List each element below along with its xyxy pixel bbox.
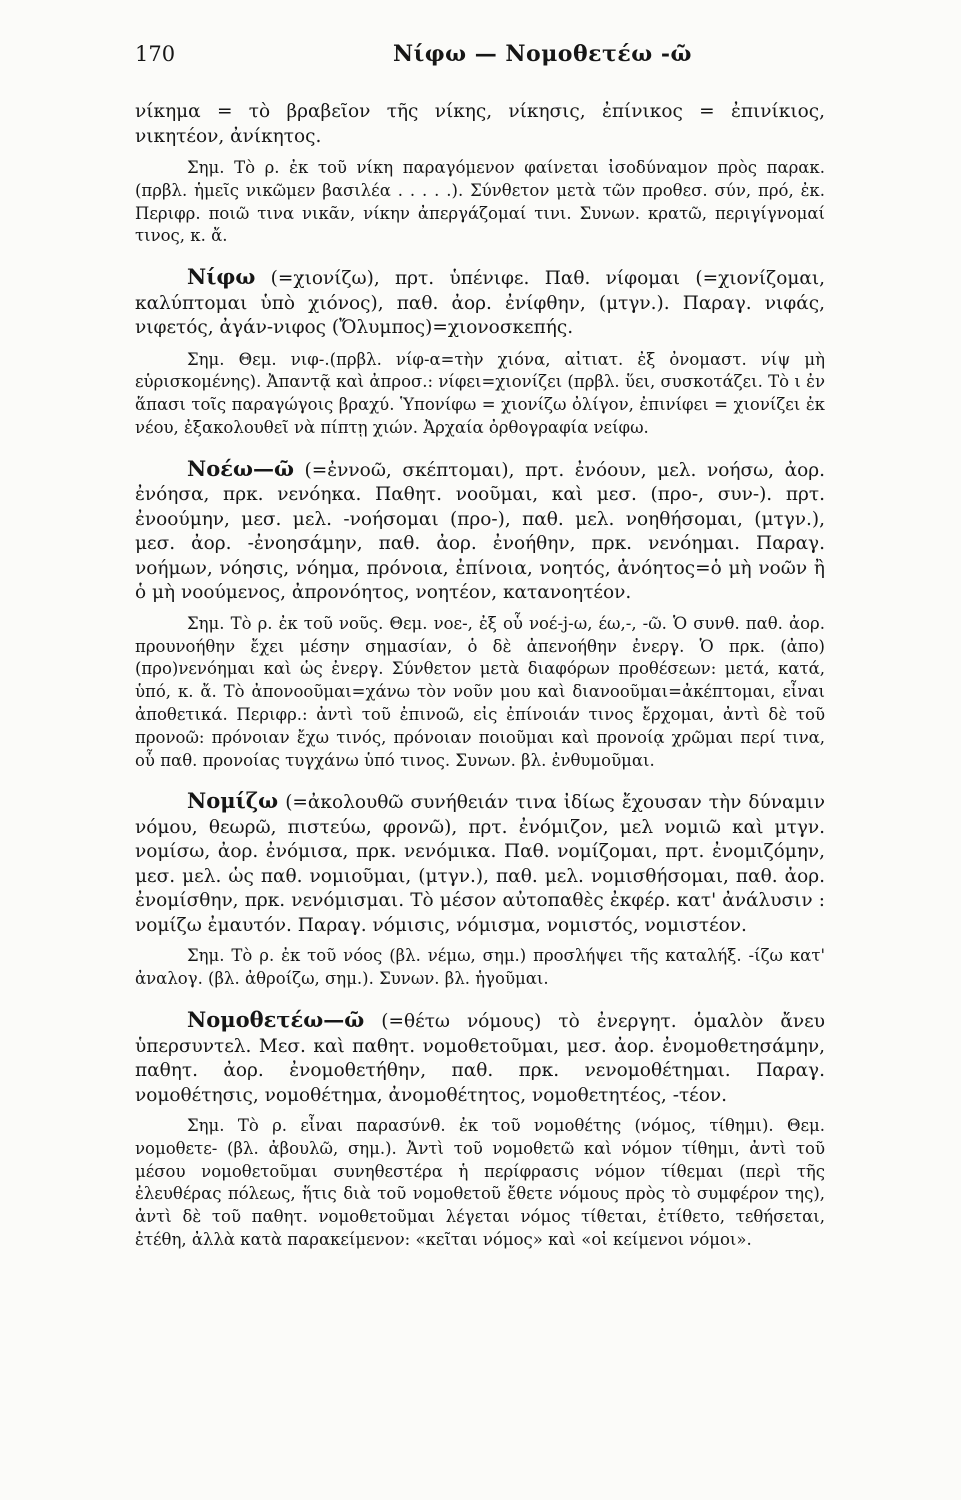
entry-text: (=θέτω νόμους) τὸ ἐνεργητ. ὁμαλὸν ἄνευ ὑπερσυντελ. Μεσ. καὶ παθητ. νομοθετοῦμαι, μεσ. ἀορ. ἐνομοθετησάμην, παθητ. ἀορ. ἐνομοθετήθην, παθ. πρκ. νενομοθέτημαι. Παραγ. νομοθέτησις, νομοθέτημα, ἀνομοθέτητος, νομοθετητέος, -τέον. [135,1011,825,1106]
running-head: Νίφω — Νομοθετέω -ῶ [393,41,692,67]
note-nomotheteo [135,1115,825,1252]
note-text: Σημ. Τὸ ρ. ἐκ τοῦ νόος (βλ. νέμω, σημ.) προσλήψει τῆς καταλήξ. -ίζω κατ' ἀναλογ. (βλ. ἀθροίζω, σημ.). Συνων. βλ. ἡγοῦμαι. [135,946,825,989]
entry-text: (=ἐννοῶ, σκέπτομαι), πρτ. ἐνόουν, μελ. νοήσω, ἀορ. ἐνόησα, πρκ. νενόηκα. Παθητ. νοοῦμαι, καὶ μεσ. (προ-, συν-). πρτ. ἐνοούμην, μεσ. μελ. -νοήσομαι (προ-), παθ. μελ. νοηθήσομαι, (μτγν.), μεσ. ἀορ. -ἐνοησάμην, παθ. ἀορ. ἐνοήθην, πρκ. νενόημαι. Παραγ. νοήμων, νόησις, νόημα, πρόνοια, ἐπίνοια, νοητός, ἀνόητος=ὁ μὴ νοῶν ἢ ὁ μὴ νοούμενος, ἀπρονόητος, νοητέον, κατανοητέον. [135,459,825,604]
note-text: Σημ. Τὸ ρ. ἐκ τοῦ νίκη παραγόμενον φαίνεται ἰσοδύναμον πρὸς παρακ. (πρβλ. ἡμεῖς νικῶμεν βασιλέα . . . . .). Σύνθετον μετὰ τῶν προθεσ. σύν, πρό, ἐκ. Περιφρ. ποιῶ τινα νικᾶν, νίκην ἀπεργάζομαί τινι. Συνων. κρατῶ, περιγίγνομαί τινος, κ. ἄ. [135,158,825,246]
entry-text: (=ἀκολουθῶ συνήθειάν τινα ἰδίως ἔχουσαν τὴν δύναμιν νόμου, θεωρῶ, πιστεύω, φρονῶ), πρτ. ἐνόμιζον, μελ νομιῶ καὶ μτγν. νομίσω, ἀορ. ἐνόμισα, πρκ. νενόμικα. Παθ. νομίζομαι, πρτ. ἐνομιζόμην, μεσ. μελ. ὡς παθ. νομιοῦμαι, (μτγν.), παθ. μελ. νομισθήσομαι, παθ. ἀορ. ἐνομίσθην, πρκ. νενόμισμαι. Τὸ μέσον αὐτοπαθὲς ἐκφέρ. κατ' ἀνάλυσιν : νομίζω ἐμαυτόν. Παραγ. νόμισις, νόμισμα, νομιστός, νομιστέον. [135,792,825,936]
headword: Νομίζω [187,788,279,814]
page-body [135,100,825,1252]
headword: Νοέω—ῶ [187,455,294,481]
note-nomizo [135,945,825,991]
entry-nomizo [135,789,825,938]
entry-continuation-nikao [135,100,825,149]
entry-nipho [135,265,825,341]
note-text: Σημ. Τὸ ρ. εἶναι παρασύνθ. ἐκ τοῦ νομοθέτης (νόμος, τίθημι). Θεμ. νομοθετε- (βλ. ἀβουλῶ, σημ.). Ἀντὶ τοῦ νομοθετῶ καὶ νόμον τίθημι, ἀντὶ τοῦ μέσου νομοθετοῦμαι συνηθεστέρα ἡ περίφρασις νόμον τίθεμαι (περὶ τῆς ἐλευθέρας πόλεως, ἥτις διὰ τοῦ νομοθετοῦ ἔθετε νόμους πρὸς τὸ συμφέρον της), ἀντὶ δὲ τοῦ παθητ. νομοθετοῦμαι λέγεται νόμος τίθεται, ἐτίθετο, τεθήσεται, ἐτέθη, ἀλλὰ κατὰ παρακείμενον: «κεῖται νόμος» καὶ «οἱ κείμενοι νόμοι». [135,1116,825,1250]
headword: Νομοθετέω—ῶ [187,1007,365,1033]
page-header [135,42,825,74]
note-nipho [135,349,825,440]
entry-text: (=χιονίζω), πρτ. ὑπένιφε. Παθ. νίφομαι (=χιονίζομαι, καλύπτομαι ὑπὸ χιόνος), παθ. ἀορ. ἐνίφθην, (μτγν.). Παραγ. νιφάς, νιφετός, ἀγάν-νιφος (Ὄλυμπος)=χιονοσκεπής. [135,268,825,339]
page-number: 170 [135,42,176,66]
headword: Νίφω [187,264,256,290]
note-nikao [135,157,825,248]
note-text: Σημ. Τὸ ρ. ἐκ τοῦ νοῦς. Θεμ. νοε-, ἐξ οὗ νοέ-j-ω, έω,-, -ῶ. Ὁ συνθ. παθ. ἀορ. προυνοήθην ἔχει μέσην σημασίαν, ὁ δὲ ἀπενοήθην ἐνεργ. Ὁ πρκ. (ἀπο) (προ)νενόημαι καὶ ὡς ἐνεργ. Σύνθετον μετὰ διαφόρων προθέσεων: μετά, κατά, ὑπό, κ. ἄ. Τὸ ἀπονοοῦμαι=χάνω τὸν νοῦν μου καὶ διανοοῦμαι=ἀκέπτομαι, εἶναι ἀποθετικά. Περιφρ.: ἀντὶ τοῦ ἐπινοῶ, εἰς ἐπίνοιάν τινος ἔρχομαι, ἀντὶ δὲ τοῦ προνοῶ: πρόνοιαν ἔχω τινός, πρόνοιαν ποιοῦμαι καὶ προνοίᾳ χρῶμαι περί τινα, οὗ παθ. προνοίας τυγχάνω ὑπό τινος. Συνων. βλ. ἐνθυμοῦμαι. [135,613,825,770]
note-noeo [135,613,825,773]
entry-text: νίκημα = τὸ βραβεῖον τῆς νίκης, νίκησις, ἐπίνικος = ἐπινίκιος, νικητέον, ἀνίκητος. [135,101,825,147]
note-text: Σημ. Θεμ. νιφ-.(πρβλ. νίφ-α=τὴν χιόνα, αἰτιατ. ἐξ ὀνομαστ. νίψ μὴ εὑρισκομένης). Ἀπαντᾷ καὶ ἀπροσ.: νίφει=χιονίζει (πρβλ. ὕει, συσκοτάζει. Τὸ ι ἐν ἅπασι τοῖς παραγώγοις βραχύ. Ὑπονίφω = χιονίζω ὀλίγον, ἐπινίφει = χιονίζει ἐκ νέου, ἐξακολουθεῖ νὰ πίπτῃ χιών. Ἀρχαία ὀρθογραφία νείφω. [135,349,825,438]
entry-noeo [135,457,825,606]
entry-nomotheteo [135,1008,825,1108]
